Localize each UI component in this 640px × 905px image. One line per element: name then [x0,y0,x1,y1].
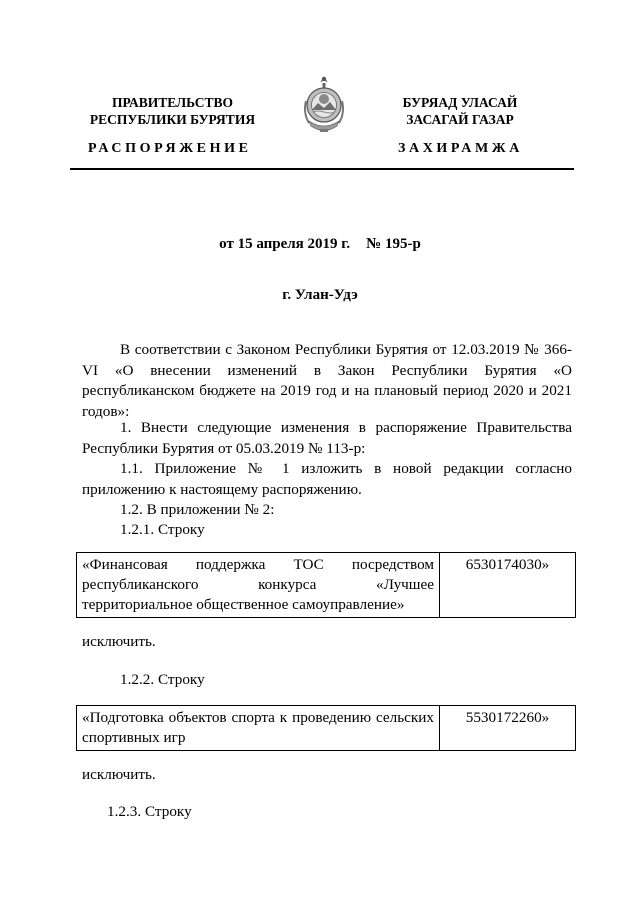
issuer-line-2: РЕСПУБЛИКИ БУРЯТИЯ [89,112,256,127]
item-1-2-1: 1.2.1. Строку [120,521,205,538]
document-kind-buryat: ЗАХИРАМЖА [398,141,523,156]
item-1-2-2: 1.2.2. Строку [120,671,205,688]
document-kind-russian: РАСПОРЯЖЕНИЕ [88,141,252,156]
document-city: г. Улан-Удэ [282,287,358,303]
document-date-number [0,236,640,253]
exclude-instruction-2: исключить. [82,766,156,783]
item-1-1: 1.1. Приложение № 1 изложить в новой редакции согласно приложению к настоящему распоряжению. [82,460,572,498]
item-1-2-3: 1.2.3. Строку [107,803,192,820]
row-budget-code: 6530174030» [440,553,576,618]
row-budget-code: 5530172260» [440,706,576,751]
table-row [77,706,576,751]
coat-of-arms-buryatia-icon [299,73,349,145]
issuer-buryat-line-2: ЗАСАГАЙ ГАЗАР [406,112,514,127]
issuer-buryat-line-1: БУРЯАД УЛАСАЙ [402,95,518,110]
issuer-name-russian [80,94,265,128]
preamble-paragraph: В соответствии с Законом Республики Бурятия от 12.03.2019 № 366-VI «О внесении изменений в Закон Республики Бурятия «О республиканском бюджете на 2019 год и на плановый период 2020 и 2021 годов»: [82,341,572,420]
row-description: «Финансовая поддержка ТОС посредством республиканского конкурса «Лучшее территориальное общественное самоуправление» [77,553,440,618]
document-number: № 195-р [366,236,421,252]
amendment-table-1 [76,552,576,618]
amendment-table-2 [76,705,576,751]
header-divider [70,168,574,170]
exclude-instruction-1: исключить. [82,633,156,650]
issuer-line-1: ПРАВИТЕЛЬСТВО [111,95,233,110]
table-row [77,553,576,618]
row-description: «Подготовка объектов спорта к проведению сельских спортивных игр [77,706,440,751]
issuer-name-buryat [380,94,540,128]
document-date: от 15 апреля 2019 г. [219,236,351,252]
item-1: 1. Внести следующие изменения в распоряжение Правительства Республики Бурятия от 05.03.2019 № 113-р: [82,419,572,457]
item-1-2: 1.2. В приложении № 2: [120,501,275,518]
